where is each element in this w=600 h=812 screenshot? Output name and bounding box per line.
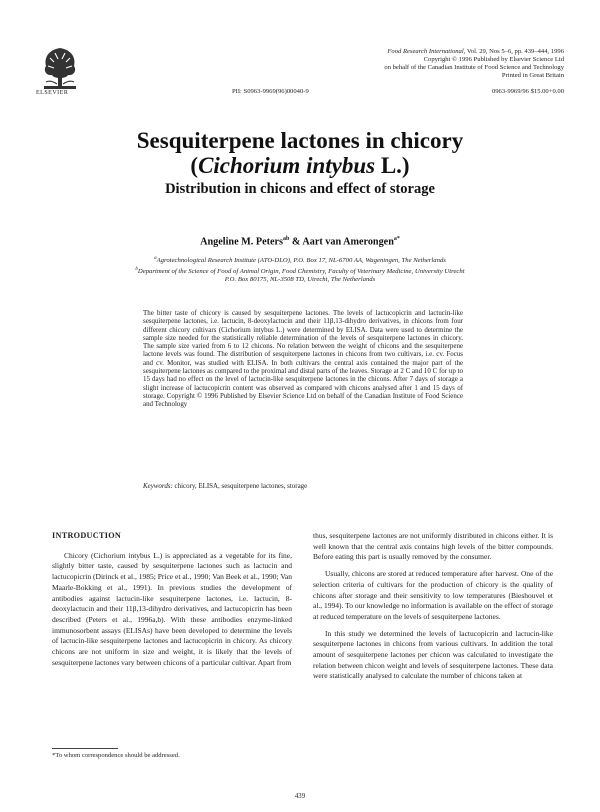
pii-code: PII: S0963-9969(96)00040-9 [232, 88, 309, 95]
title-line-1: Sesquiterpene lactones in chicory [136, 128, 464, 153]
affiliation-a: $^a$Agrotechnological Research Institute (ATO-DLO), P.O. Box 17, NL-6700 AA, Wageningen, The Netherlands [154, 256, 446, 265]
body-column-right [313, 531, 553, 682]
paper-title [0, 128, 600, 178]
intro-paragraph-continued: thus, sesquiterpene lactones are not uniformly distributed in chicons either. It is well known that the central axis contains high levels of the bitter compounds. Before eating this part is usually removed by the consumer. [313, 531, 553, 562]
publisher-logo-caption: ELSEVIER [36, 90, 69, 96]
journal-line [204, 48, 564, 56]
journal-volume: Vol. 29, Nos 5–6, pp. 439–444, 1996 [465, 48, 564, 55]
affiliation-b-address: P.O. Box 80175, NL-3508 TD, Utrecht, The Netherlands [224, 276, 376, 284]
species-name: Cichorium intybus [198, 153, 376, 178]
intro-paragraph-3: In this study we determined the levels of lactucopicrin and lactucin-like sesquiterpene lactones in chicons from various cultivars. In addition the total amount of sesquiterpene lactones per chicon was calculated to investigate the relation between chicon weight and levels of sesquiterpene lactones. These data were statistically analysed to calculate the number of chicons taken at [313, 628, 553, 681]
abstract: The bitter taste of chicory is caused by sesquiterpene lactones. The levels of lactucopicrin and lactucin-like sesquiterpene lactones, i.e. lactucin, 8-deoxylactucin and their 11β,13-dihydro derivatives, in chicons from four different chicory cultivars (Cichorium intybus L.) were determined by ELISA. Data were used to determine the sample size needed for the statistically reliable determination of the levels of sesquiterpene lactones in chicory. The sample size varied from 6 to 12 chicons. No relation between the weight of chicons and the sesquiterpene lactone levels was found. The distribution of sesquiterpene lactones in chicons from two cultivars, i.e. cv. Focus and cv. Monitor, was studied with ELISA. In both cultivars the central axis contained the major part of the sesquiterpene lactones as compared to the proximal and distal parts of the leaves. Storage at 2 C and 10 C for up to 15 days had no effect on the level of lactucin-like sesquiterpene lactones in the chicons. After 7 days of storage a slight increase of lactucopicrin content was observed as compared with chicons analysed after 1 and 15 days of storage. Copyright © 1996 Published by Elsevier Science Ltd on behalf of the Canadian Institute of Food Science and Technology [143, 309, 463, 409]
section-heading-introduction: INTRODUCTION [52, 531, 122, 540]
page-number: 439 [294, 793, 306, 800]
journal-citation [204, 48, 564, 80]
elsevier-tree-logo-icon [40, 44, 80, 90]
intro-paragraph-1: Chicory (Cichorium intybus L.) is appreciated as a vegetable for its fine, slightly bitter taste, caused by sesquiterpene lactones such as lactucin and lactucopicrin (Dirinck et al., 1985; Price et al., 1990; Van Beek et al., 1990; Van Maarle-Bokking et al., 1991). In previous studies the development of antibodies against lactucin-like sesquiterpene lactones, i.e. lactucin, 8-deoxylactucin and their 11β,13-dihydro derivatives, and lactucopicrin has been described (Peters et al., 1996a,b). With these antibodies enzyme-linked immunosorbent assays (ELISAs) have been developed to determine the levels of lactucin-like sesquiterpene lactones and lactucopicrin in chicory. As chicory chicons are not uniform in size and weight, it is likely that the levels of sesquiterpene lactones vary between chicons of a particular cultivar. Apart from [52, 550, 292, 667]
intro-paragraph-2: Usually, chicons are stored at reduced temperature after harvest. One of the selection criteria of cultivars for the production of chicory is the quality of chicons after storage and their sensitivity to low temperatures (Bieshouvel et al., 1994). To our knowledge no information is available on the effect of storage at reduced temperature on the levels of sesquiterpene lactones. [313, 569, 553, 621]
keywords [143, 482, 463, 490]
paper-subtitle: Distribution in chicons and effect of storage [165, 181, 435, 197]
journal-line: on behalf of the Canadian Institute of Food Science and Technology [384, 64, 564, 72]
affiliation-b: $^b$Department of the Science of Food of Animal Origin, Food Chemistry, Faculty of Veterinary Medicine, University Utrecht [135, 266, 465, 275]
keywords-label: Keywords: [143, 482, 173, 490]
journal-line: Copyright © 1996 Published by Elsevier Science Ltd [423, 56, 564, 64]
journal-line: Printed in Great Britain [501, 72, 564, 80]
affiliations [60, 255, 540, 284]
title-line-2: (Cichorium intybus L.) [190, 153, 410, 178]
keywords-text: chicory, ELISA, sesquiterpene lactones, storage [172, 482, 308, 490]
journal-name: Food Research International, [387, 48, 466, 55]
footnote-rule [52, 748, 118, 749]
body-column-left [52, 531, 292, 668]
correspondence-footnote: *To whom correspondence should be addressed. [52, 752, 180, 759]
issn-code: 0963-9969/96 $15.00+0.00 [491, 88, 564, 95]
authors: Angeline M. Peters$^{ab}$ & Aart van Amerongen$^{a*}$ [200, 236, 400, 248]
